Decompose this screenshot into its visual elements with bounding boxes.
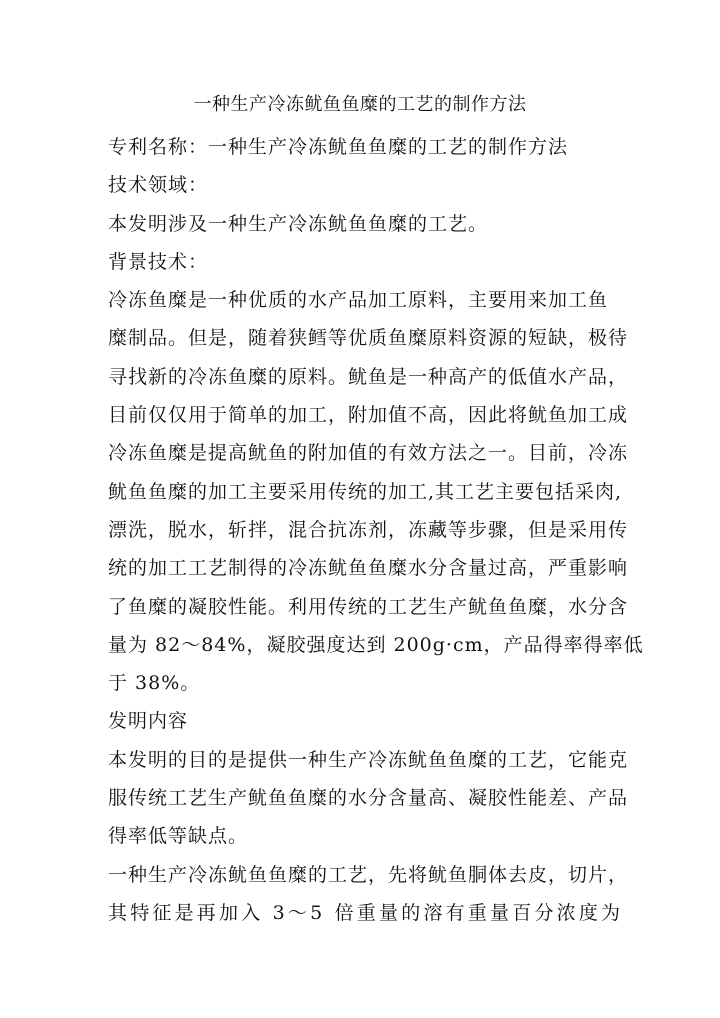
paragraph-line: 本发明的目的是提供一种生产冷冻鱿鱼鱼糜的工艺，它能克 xyxy=(108,748,629,771)
section-heading-technical-field: 技术领域： xyxy=(108,174,209,197)
paragraph-line: 本发明涉及一种生产冷冻鱿鱼鱼糜的工艺。 xyxy=(108,212,489,235)
paragraph-line: 冷冻鱼糜是一种优质的水产品加工原料，主要用来加工鱼 xyxy=(108,289,609,312)
paragraph-line: 目前仅仅用于简单的加工，附加值不高，因此将鱿鱼加工成 xyxy=(108,404,629,427)
paragraph-line: 其特征是再加入 3～5 倍重量的溶有重量百分浓度为 xyxy=(108,901,624,924)
paragraph-line: 寻找新的冷冻鱼糜的原料。鱿鱼是一种高产的低值水产品， xyxy=(108,365,629,388)
paragraph-line: 一种生产冷冻鱿鱼鱼糜的工艺，先将鱿鱼胴体去皮，切片， xyxy=(108,863,629,886)
paragraph-line: 服传统工艺生产鱿鱼鱼糜的水分含量高、凝胶性能差、产品 xyxy=(108,787,629,810)
document-body xyxy=(108,128,644,932)
paragraph-line: 得率低等缺点。 xyxy=(108,825,249,848)
patent-name-line: 专利名称：一种生产冷冻鱿鱼鱼糜的工艺的制作方法 xyxy=(108,136,569,158)
paragraph-line: 糜制品。但是，随着狭鳕等优质鱼糜原料资源的短缺，极待 xyxy=(108,327,629,350)
paragraph-line: 量为 82～84%，凝胶强度达到 200g·cm，产品得率得率低 xyxy=(108,633,644,656)
paragraph-line: 冷冻鱼糜是提高鱿鱼的附加值的有效方法之一。目前，冷冻 xyxy=(108,442,629,465)
section-heading-background: 背景技术： xyxy=(108,250,209,273)
paragraph-line: 鱿鱼鱼糜的加工主要采用传统的加工,其工艺主要包括采肉, xyxy=(108,480,623,503)
paragraph-line: 统的加工工艺制得的冷冻鱿鱼鱼糜水分含量过高，严重影响 xyxy=(108,557,629,580)
paragraph-line: 漂洗，脱水，斩拌，混合抗冻剂，冻藏等步骤，但是采用传 xyxy=(108,518,629,541)
paragraph-line: 了鱼糜的凝胶性能。利用传统的工艺生产鱿鱼鱼糜，水分含 xyxy=(108,595,629,618)
document-title: 一种生产冷冻鱿鱼鱼糜的工艺的制作方法 xyxy=(193,94,527,115)
paragraph-line: 于 38%。 xyxy=(108,672,201,695)
section-heading-summary: 发明内容 xyxy=(108,710,189,733)
